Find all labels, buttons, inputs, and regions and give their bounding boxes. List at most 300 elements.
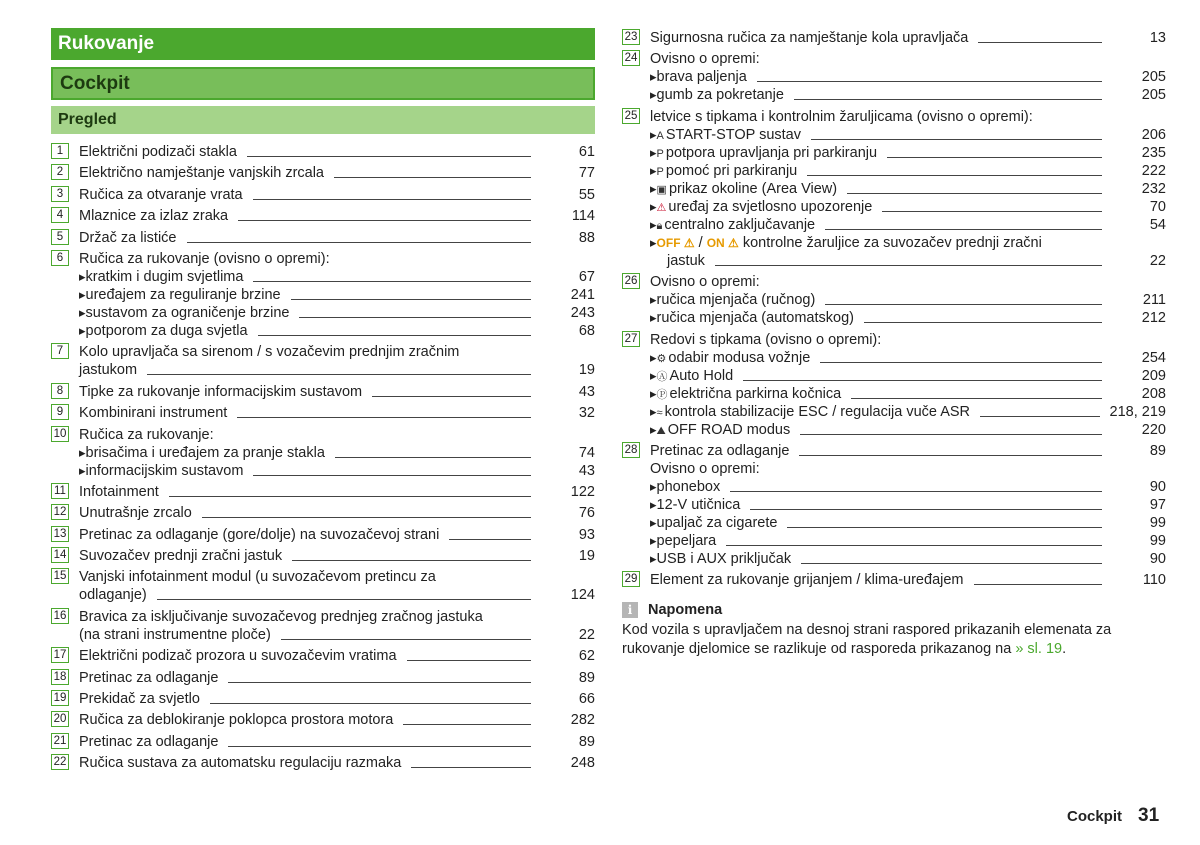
page-ref: 206 <box>1141 126 1166 143</box>
item-label: ručica mjenjača (automatskog) <box>656 310 854 327</box>
item-text <box>650 274 760 290</box>
item-line <box>79 206 595 224</box>
item-text <box>79 251 330 267</box>
item-label: električna parkirna kočnica <box>669 385 842 402</box>
sub-item <box>650 85 1166 103</box>
item-number: 22 <box>51 754 69 770</box>
sub-item <box>650 348 1166 366</box>
item-text <box>650 386 841 402</box>
item-number: 19 <box>51 690 69 706</box>
page-number: 31 <box>1138 805 1160 826</box>
item-text <box>79 445 325 461</box>
note-text: Kod vozila s upravljačem na desnoj strani raspored prikazanih elemenata za rukovanje djelomice se razlikuje od rasporeda prikazanog na » sl. 19. <box>622 622 1112 658</box>
item-number: 5 <box>51 229 69 245</box>
legend-item <box>51 567 595 603</box>
item-line <box>79 646 595 664</box>
item-line <box>79 710 595 728</box>
item-line <box>79 607 595 625</box>
item-number: 1 <box>51 143 69 159</box>
item-line <box>79 668 595 686</box>
leader-line <box>851 398 1102 399</box>
esc-icon: ≈ <box>656 406 663 419</box>
item-line <box>79 249 595 267</box>
item-label: informacijskim sustavom <box>85 462 244 479</box>
leader-line <box>800 434 1102 435</box>
page-ref: 208 <box>1141 385 1166 402</box>
item-line <box>650 107 1166 125</box>
page-ref: 205 <box>1141 87 1166 104</box>
start-stop-icon: A <box>656 129 664 142</box>
page-ref: 90 <box>1149 478 1166 495</box>
item-label: Držač za listiće <box>79 229 177 246</box>
legend-item <box>51 753 595 771</box>
page-ref: 66 <box>578 691 595 708</box>
item-body <box>69 403 595 421</box>
item-label: START-STOP sustav <box>665 126 801 143</box>
page-ref: 19 <box>578 362 595 379</box>
item-line <box>79 403 595 421</box>
item-text <box>650 51 760 67</box>
item-text <box>650 443 789 459</box>
item-text <box>79 587 147 603</box>
drive-mode-icon: ⚙ <box>656 352 667 365</box>
legend-item <box>51 503 595 521</box>
legend-item <box>51 607 595 643</box>
leader-line <box>882 211 1102 212</box>
page-ref: 218, 219 <box>1109 403 1166 420</box>
item-text <box>650 479 720 495</box>
leader-line <box>291 299 531 300</box>
item-body <box>69 525 595 543</box>
item-text <box>79 712 393 728</box>
item-body <box>69 732 595 750</box>
item-text <box>79 269 243 285</box>
item-text <box>650 404 970 420</box>
leader-line <box>407 660 531 661</box>
item-line <box>79 185 595 203</box>
auto-hold-icon: Ⓐ <box>656 370 668 383</box>
leader-line <box>811 139 1102 140</box>
item-label: potporom za duga svjetla <box>85 322 248 339</box>
item-number: 4 <box>51 207 69 223</box>
item-label: Ovisno o opremi: <box>650 460 760 477</box>
sub-item <box>650 197 1166 215</box>
item-line <box>79 689 595 707</box>
item-line <box>650 459 1166 477</box>
leader-line <box>726 545 1102 546</box>
item-text <box>650 422 790 438</box>
page-ref: 248 <box>570 755 595 772</box>
page-ref: 243 <box>570 304 595 321</box>
item-label: Pretinac za odlaganje <box>79 733 219 750</box>
item-label: kratkim i dugim svjetlima <box>85 268 244 285</box>
item-body <box>69 228 595 246</box>
item-body <box>640 49 1166 103</box>
leader-line <box>247 156 531 157</box>
item-label: letvice s tipkama i kontrolnim žaruljicama (ovisno o opremi): <box>650 108 1033 125</box>
sub-item <box>650 161 1166 179</box>
sub-item <box>650 531 1166 549</box>
item-body <box>69 689 595 707</box>
leader-line <box>169 496 531 497</box>
leader-line <box>847 193 1102 194</box>
item-body <box>69 142 595 160</box>
page-ref: 124 <box>570 587 595 604</box>
item-number: 12 <box>51 504 69 520</box>
item-label: Infotainment <box>79 483 159 500</box>
item-body <box>69 206 595 224</box>
item-body <box>640 330 1166 438</box>
legend-item <box>51 382 595 400</box>
item-body <box>69 249 595 339</box>
legend-item <box>51 732 595 750</box>
leader-line <box>743 380 1102 381</box>
item-number: 17 <box>51 647 69 663</box>
item-label: Suvozačev prednji zračni jastuk <box>79 548 283 565</box>
leader-line <box>187 242 532 243</box>
item-text <box>79 505 192 521</box>
item-text <box>650 332 881 348</box>
item-line <box>79 342 595 360</box>
item-line <box>650 441 1166 459</box>
item-body <box>69 607 595 643</box>
item-line <box>650 272 1166 290</box>
hazard-icon: ⚠ <box>656 201 667 214</box>
item-line <box>79 585 595 603</box>
item-label: Ručica za otvaranje vrata <box>79 186 243 203</box>
legend-item <box>51 425 595 479</box>
item-number: 16 <box>51 608 69 624</box>
leader-line <box>281 639 531 640</box>
legend-item <box>622 570 1166 588</box>
legend-item <box>51 403 595 421</box>
page-ref: 43 <box>578 383 595 400</box>
left-legend-list <box>51 142 595 771</box>
leader-line <box>807 175 1102 176</box>
item-line <box>650 28 1166 46</box>
legend-item <box>51 482 595 500</box>
sub-item <box>650 549 1166 567</box>
item-label: Ručica za rukovanje: <box>79 426 214 443</box>
item-label: Mlaznice za izlaz zraka <box>79 208 229 225</box>
sub-item <box>650 402 1166 420</box>
item-number: 13 <box>51 526 69 542</box>
item-body <box>640 272 1166 326</box>
item-number: 18 <box>51 669 69 685</box>
item-text <box>79 187 243 203</box>
item-text <box>650 515 777 531</box>
item-label: Ručica sustava za automatsku regulaciju razmaka <box>79 755 402 772</box>
item-text <box>650 199 872 215</box>
item-label: Bravica za isključivanje suvozačevog prednjeg zračnog jastuka <box>79 608 483 625</box>
leader-line <box>794 99 1102 100</box>
leader-line <box>253 199 531 200</box>
legend-item <box>622 441 1166 567</box>
leader-line <box>799 455 1102 456</box>
legend-item <box>51 206 595 224</box>
page-ref: 89 <box>578 733 595 750</box>
item-text <box>650 30 968 46</box>
sub-item <box>650 179 1166 197</box>
leader-line <box>210 703 531 704</box>
item-text <box>650 217 815 233</box>
legend-item <box>51 689 595 707</box>
item-body <box>69 567 595 603</box>
leader-line <box>730 491 1102 492</box>
page-ref: 54 <box>1149 216 1166 233</box>
figure-link[interactable]: » sl. 19 <box>1015 641 1063 658</box>
page-ref: 68 <box>578 322 595 339</box>
item-label: Sigurnosna ručica za namještanje kola upravljača <box>650 30 969 46</box>
item-label: 12-V utičnica <box>656 496 741 513</box>
item-label: Pretinac za odlaganje <box>79 669 219 686</box>
page-ref: 205 <box>1141 69 1166 86</box>
legend-item <box>51 668 595 686</box>
item-number: 24 <box>622 50 640 66</box>
leader-line <box>787 527 1102 528</box>
item-label: Električni podizači stakla <box>79 144 237 160</box>
leader-line <box>335 457 531 458</box>
legend-item <box>51 228 595 246</box>
item-text <box>79 527 439 543</box>
item-body <box>640 570 1166 588</box>
sub-item <box>650 366 1166 384</box>
item-line <box>79 163 595 181</box>
item-body <box>640 107 1166 269</box>
item-text <box>79 362 137 378</box>
leader-line <box>978 42 1102 43</box>
item-tail: kontrolne žaruljice za suvozačev prednji zračni <box>738 234 1042 251</box>
item-label: Kolo upravljača sa sirenom / s vozačevim prednjim zračnim <box>79 344 460 361</box>
leader-line <box>887 157 1102 158</box>
item-number: 26 <box>622 273 640 289</box>
item-line <box>79 525 595 543</box>
item-text <box>79 305 289 321</box>
sub-item <box>650 477 1166 495</box>
page-ref: 254 <box>1141 349 1166 366</box>
item-text <box>79 569 436 585</box>
item-label: Ovisno o opremi: <box>650 51 760 68</box>
item-text <box>79 627 271 643</box>
item-label: prikaz okoline (Area View) <box>668 180 838 197</box>
item-body <box>69 753 595 771</box>
item-label: USB i AUX priključak <box>656 550 792 567</box>
page-ref: 74 <box>578 444 595 461</box>
leader-line <box>147 374 531 375</box>
item-label: OFF ROAD modus <box>667 421 791 438</box>
park-assist-icon: P <box>656 165 664 178</box>
leader-line <box>801 563 1102 564</box>
item-number: 15 <box>51 568 69 584</box>
item-line <box>650 570 1166 588</box>
item-text <box>79 230 177 246</box>
item-text <box>650 87 784 103</box>
page-ref: 88 <box>578 229 595 246</box>
item-text <box>79 208 228 224</box>
sub-item <box>650 308 1166 326</box>
item-line <box>79 567 595 585</box>
leader-line <box>449 539 531 540</box>
leader-line <box>820 362 1102 363</box>
item-label: brava paljenja <box>656 69 747 86</box>
item-text <box>650 350 810 366</box>
airbag-on-icon: ON ⚠ <box>706 235 739 250</box>
sub-item <box>650 67 1166 85</box>
item-text <box>650 310 854 326</box>
item-text <box>79 648 397 664</box>
page-ref: 220 <box>1141 421 1166 438</box>
info-icon: i <box>622 602 638 618</box>
item-label: jastukom <box>79 362 138 379</box>
item-label: ručica mjenjača (ručnog) <box>656 292 816 309</box>
item-line <box>79 482 595 500</box>
page-ref: 62 <box>578 648 595 665</box>
item-line <box>79 625 595 643</box>
page-ref: 90 <box>1149 550 1166 567</box>
item-label: potpora upravljanja pri parkiranju <box>665 144 878 161</box>
legend-item <box>51 546 595 564</box>
item-body <box>69 342 595 378</box>
item-line <box>79 142 595 160</box>
item-text <box>650 69 747 85</box>
item-number: 9 <box>51 404 69 420</box>
left-column <box>51 28 595 775</box>
leader-line <box>403 724 531 725</box>
item-text <box>650 109 1033 125</box>
leader-line <box>228 746 531 747</box>
item-label: uređajem za reguliranje brzine <box>85 286 281 303</box>
legend-item <box>51 249 595 339</box>
item-label: Pretinac za odlaganje <box>650 442 790 459</box>
separator: / <box>694 234 707 251</box>
item-number: 8 <box>51 383 69 399</box>
leader-line <box>299 317 531 318</box>
item-label: sustavom za ograničenje brzine <box>85 304 290 321</box>
item-text <box>79 734 218 750</box>
item-label: Ručica za deblokiranje poklopca prostora motora <box>79 712 394 729</box>
item-number: 3 <box>51 186 69 202</box>
item-number: 27 <box>622 331 640 347</box>
item-line <box>650 330 1166 348</box>
item-line <box>79 360 595 378</box>
legend-item <box>51 163 595 181</box>
item-text <box>79 548 282 564</box>
item-body <box>69 546 595 564</box>
item-label: Pretinac za odlaganje (gore/dolje) na suvozačevoj strani <box>79 526 440 543</box>
item-text <box>79 755 401 771</box>
page-ref: 99 <box>1149 532 1166 549</box>
page-ref: 93 <box>578 526 595 543</box>
item-number: 11 <box>51 483 69 499</box>
leader-line <box>228 682 531 683</box>
item-body <box>69 185 595 203</box>
section-header-cockpit: Cockpit <box>51 67 595 100</box>
page-ref: 222 <box>1141 162 1166 179</box>
item-body <box>69 382 595 400</box>
offroad-icon: ⛰ <box>656 424 666 437</box>
item-number: 28 <box>622 442 640 458</box>
leader-line <box>237 417 531 418</box>
item-label: pomoć pri parkiranju <box>665 162 798 179</box>
item-line <box>79 732 595 750</box>
sub-item <box>650 143 1166 161</box>
item-text <box>79 427 214 443</box>
sub-item <box>650 233 1166 251</box>
item-line <box>650 251 1166 269</box>
leader-line <box>974 584 1103 585</box>
park-steer-icon: P <box>656 147 664 160</box>
page-ref: 77 <box>578 165 595 182</box>
item-label: Kombinirani instrument <box>79 405 228 422</box>
legend-item <box>622 28 1166 46</box>
item-body <box>640 441 1166 567</box>
item-text <box>650 572 964 588</box>
item-line <box>79 382 595 400</box>
item-label: odabir modusa vožnje <box>668 349 811 366</box>
page-ref: 22 <box>1149 252 1166 269</box>
item-line <box>79 228 595 246</box>
legend-item <box>51 185 595 203</box>
leader-line <box>334 177 531 178</box>
item-label: Element za rukovanje grijanjem / klima-uređajem <box>650 572 964 589</box>
item-text <box>650 145 877 161</box>
page-ref: 32 <box>578 405 595 422</box>
leader-line <box>825 229 1102 230</box>
item-label: brisačima i uređajem za pranje stakla <box>85 444 325 461</box>
item-text <box>650 533 716 549</box>
item-text <box>79 144 237 160</box>
item-label: Električni podizač prozora u suvozačevim vratima <box>79 648 397 665</box>
item-line <box>650 49 1166 67</box>
page-ref: 89 <box>578 669 595 686</box>
item-text <box>79 165 324 181</box>
item-number: 10 <box>51 426 69 442</box>
page-footer <box>1067 805 1159 827</box>
page-ref: 89 <box>1149 442 1166 459</box>
item-line <box>79 546 595 564</box>
item-number: 29 <box>622 571 640 587</box>
item-text <box>650 292 815 308</box>
item-line <box>79 425 595 443</box>
page-ref: 122 <box>570 483 595 500</box>
item-text <box>79 691 200 707</box>
item-label: Vanjski infotainment modul (u suvozačevom pretincu za <box>79 569 436 586</box>
item-text <box>79 609 483 625</box>
item-label: centralno zaključavanje <box>664 216 816 233</box>
item-line <box>79 503 595 521</box>
section-header-pregled: Pregled <box>51 106 595 134</box>
sub-item <box>650 420 1166 438</box>
leader-line <box>157 599 531 600</box>
page-ref: 22 <box>578 626 595 643</box>
page-ref: 114 <box>571 208 595 225</box>
leader-line <box>253 475 531 476</box>
item-label: jastuk <box>667 252 705 269</box>
leader-line <box>253 281 531 282</box>
item-label: Auto Hold <box>669 367 734 384</box>
item-line <box>79 753 595 771</box>
leader-line <box>750 509 1102 510</box>
legend-item <box>622 330 1166 438</box>
page-ref: 13 <box>1149 30 1166 46</box>
leader-line <box>372 396 531 397</box>
legend-item <box>622 49 1166 103</box>
legend-item <box>622 272 1166 326</box>
item-number: 23 <box>622 29 640 45</box>
item-number: 2 <box>51 164 69 180</box>
footer-section: Cockpit <box>1067 807 1123 825</box>
page-ref: 55 <box>578 186 595 203</box>
